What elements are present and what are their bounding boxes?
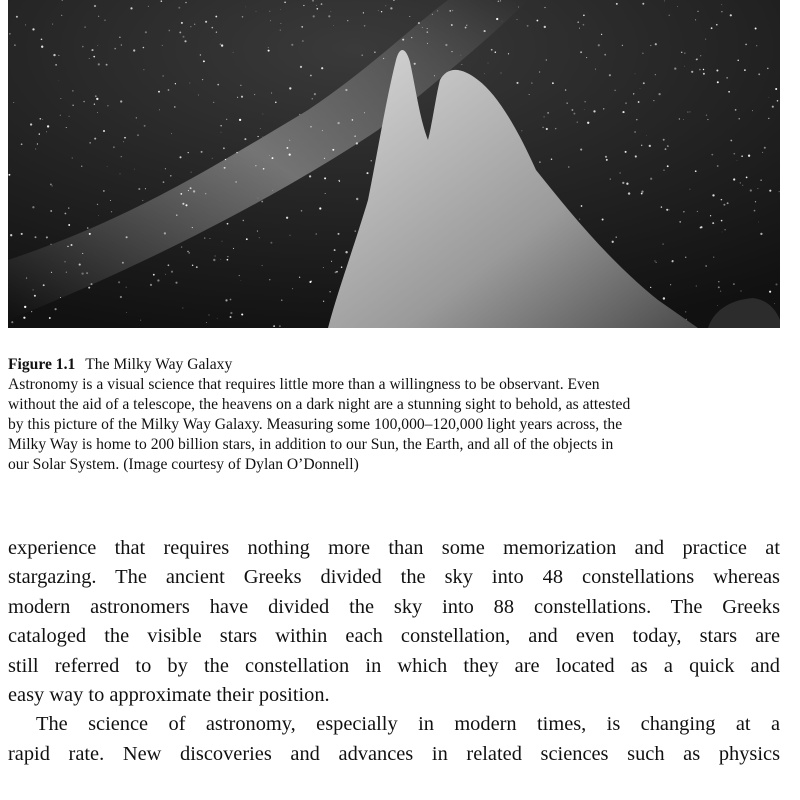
caption-line: Astronomy is a visual science that requires little more than a willingness to be observant. Even [8,376,600,393]
body-text [8,534,780,769]
figure-heading [8,355,780,375]
body-line: experience that requires nothing more than some memorization and practice at [8,537,780,559]
milky-way-image [8,0,780,328]
body-line: still referred to by the constellation in which they are located as a quick and [8,654,780,677]
figure-label: Figure 1.1 [8,356,76,373]
body-line: easy way to approximate their position. [8,684,330,707]
caption-line: by this picture of the Milky Way Galaxy. Measuring some 100,000–120,000 light years across, the [8,416,623,433]
body-line: rapid rate. New discoveries and advances in related sciences such as physics [8,742,780,765]
caption-line: our Solar System. (Image courtesy of Dylan O’Donnell) [8,456,359,473]
body-line: modern astronomers have divided the sky into 88 constellations. The Greeks [8,595,780,618]
caption-line: Milky Way is home to 200 billion stars, in addition to our Sun, the Earth, and all of the objects in [8,436,614,453]
figure-title: The Milky Way Galaxy [85,356,233,373]
figure-caption [8,355,780,475]
milky-way-photo [8,0,780,328]
body-line: stargazing. The ancient Greeks divided the sky into 48 constellations whereas [8,566,780,589]
caption-line: without the aid of a telescope, the heavens on a dark night are a stunning sight to behold, as attested [8,396,631,413]
body-line: cataloged the visible stars within each constellation, and even today, stars are [8,625,780,648]
body-line: The science of astronomy, especially in modern times, is changing at a [36,713,780,736]
